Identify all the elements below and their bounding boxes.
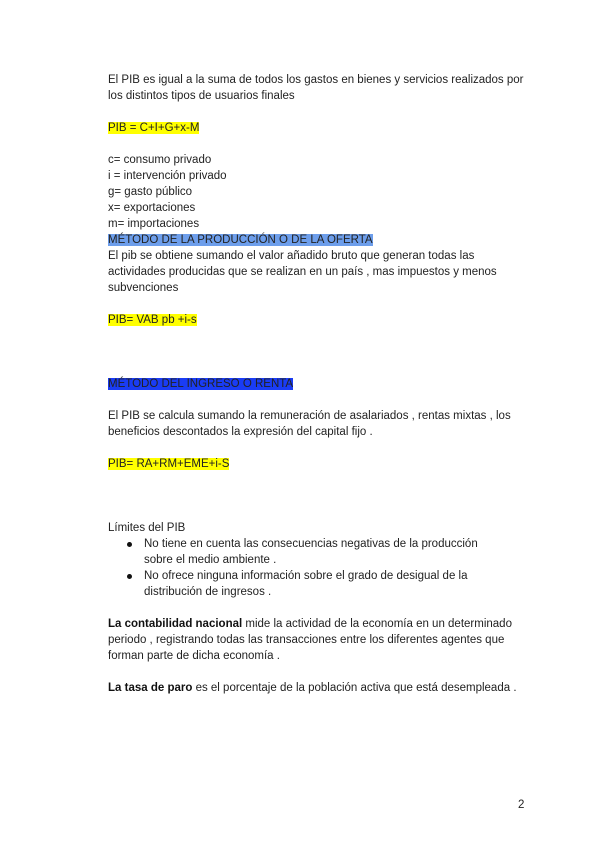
- paro-term: La tasa de paro: [108, 682, 193, 694]
- limit-item: [108, 568, 508, 600]
- definition-item: g= gasto público: [108, 186, 193, 198]
- contabilidad-text: mide la actividad de la economía en un determinado periodo , registrando todas las transacciones entre los diferentes agentes que forman parte de dicha economía .: [108, 618, 512, 662]
- formula-produccion-line: [108, 312, 528, 328]
- heading-ingreso-line: [108, 376, 528, 392]
- definitions-list: [108, 152, 528, 232]
- intro-paragraph: El PIB es igual a la suma de todos los gastos en bienes y servicios realizados por los distintos tipos de usuarios finales: [108, 74, 524, 102]
- paro-text: es el porcentaje de la población activa que está desempleada .: [192, 682, 517, 694]
- definition-item: c= consumo privado: [108, 154, 212, 166]
- limit-item: [108, 536, 508, 568]
- formula-gasto-line: [108, 120, 528, 136]
- formula-produccion: PIB= VAB pb +i-s: [108, 314, 197, 326]
- heading-ingreso: MÉTODO DEL INGRESO O RENTA: [108, 378, 294, 390]
- page-number: 2: [518, 799, 525, 811]
- limit-text: No ofrece ninguna información sobre el grado de desigual de la distribución de ingresos .: [144, 570, 468, 598]
- bullet-icon: [127, 574, 132, 579]
- definition-item: i = intervención privado: [108, 170, 227, 182]
- limit-text: No tiene en cuenta las consecuencias negativas de la producción sobre el medio ambiente .: [144, 538, 478, 566]
- formula-ingreso: PIB= RA+RM+EME+i-S: [108, 458, 230, 470]
- limits-title: Límites del PIB: [108, 522, 186, 534]
- definition-item: x= exportaciones: [108, 202, 196, 214]
- heading-produccion-line: [108, 232, 528, 248]
- text-ingreso: El PIB se calcula sumando la remuneración de asalariados , rentas mixtas , los beneficios descontados la expresión del capital fijo .: [108, 410, 511, 438]
- bullet-icon: [127, 542, 132, 547]
- heading-produccion: MÉTODO DE LA PRODUCCIÓN O DE LA OFERTA: [108, 234, 373, 246]
- contabilidad-paragraph: [108, 616, 528, 664]
- text-produccion: El pib se obtiene sumando el valor añadido bruto que generan todas las actividades producidas que se realizan en un país , mas impuestos y menos subvenciones: [108, 250, 497, 294]
- limits-list: [108, 536, 508, 600]
- formula-ingreso-line: [108, 456, 528, 472]
- formula-gasto: PIB = C+I+G+x-M: [108, 122, 200, 134]
- paro-paragraph: [108, 680, 528, 696]
- contabilidad-term: La contabilidad nacional: [108, 618, 243, 630]
- definition-item: m= importaciones: [108, 218, 200, 230]
